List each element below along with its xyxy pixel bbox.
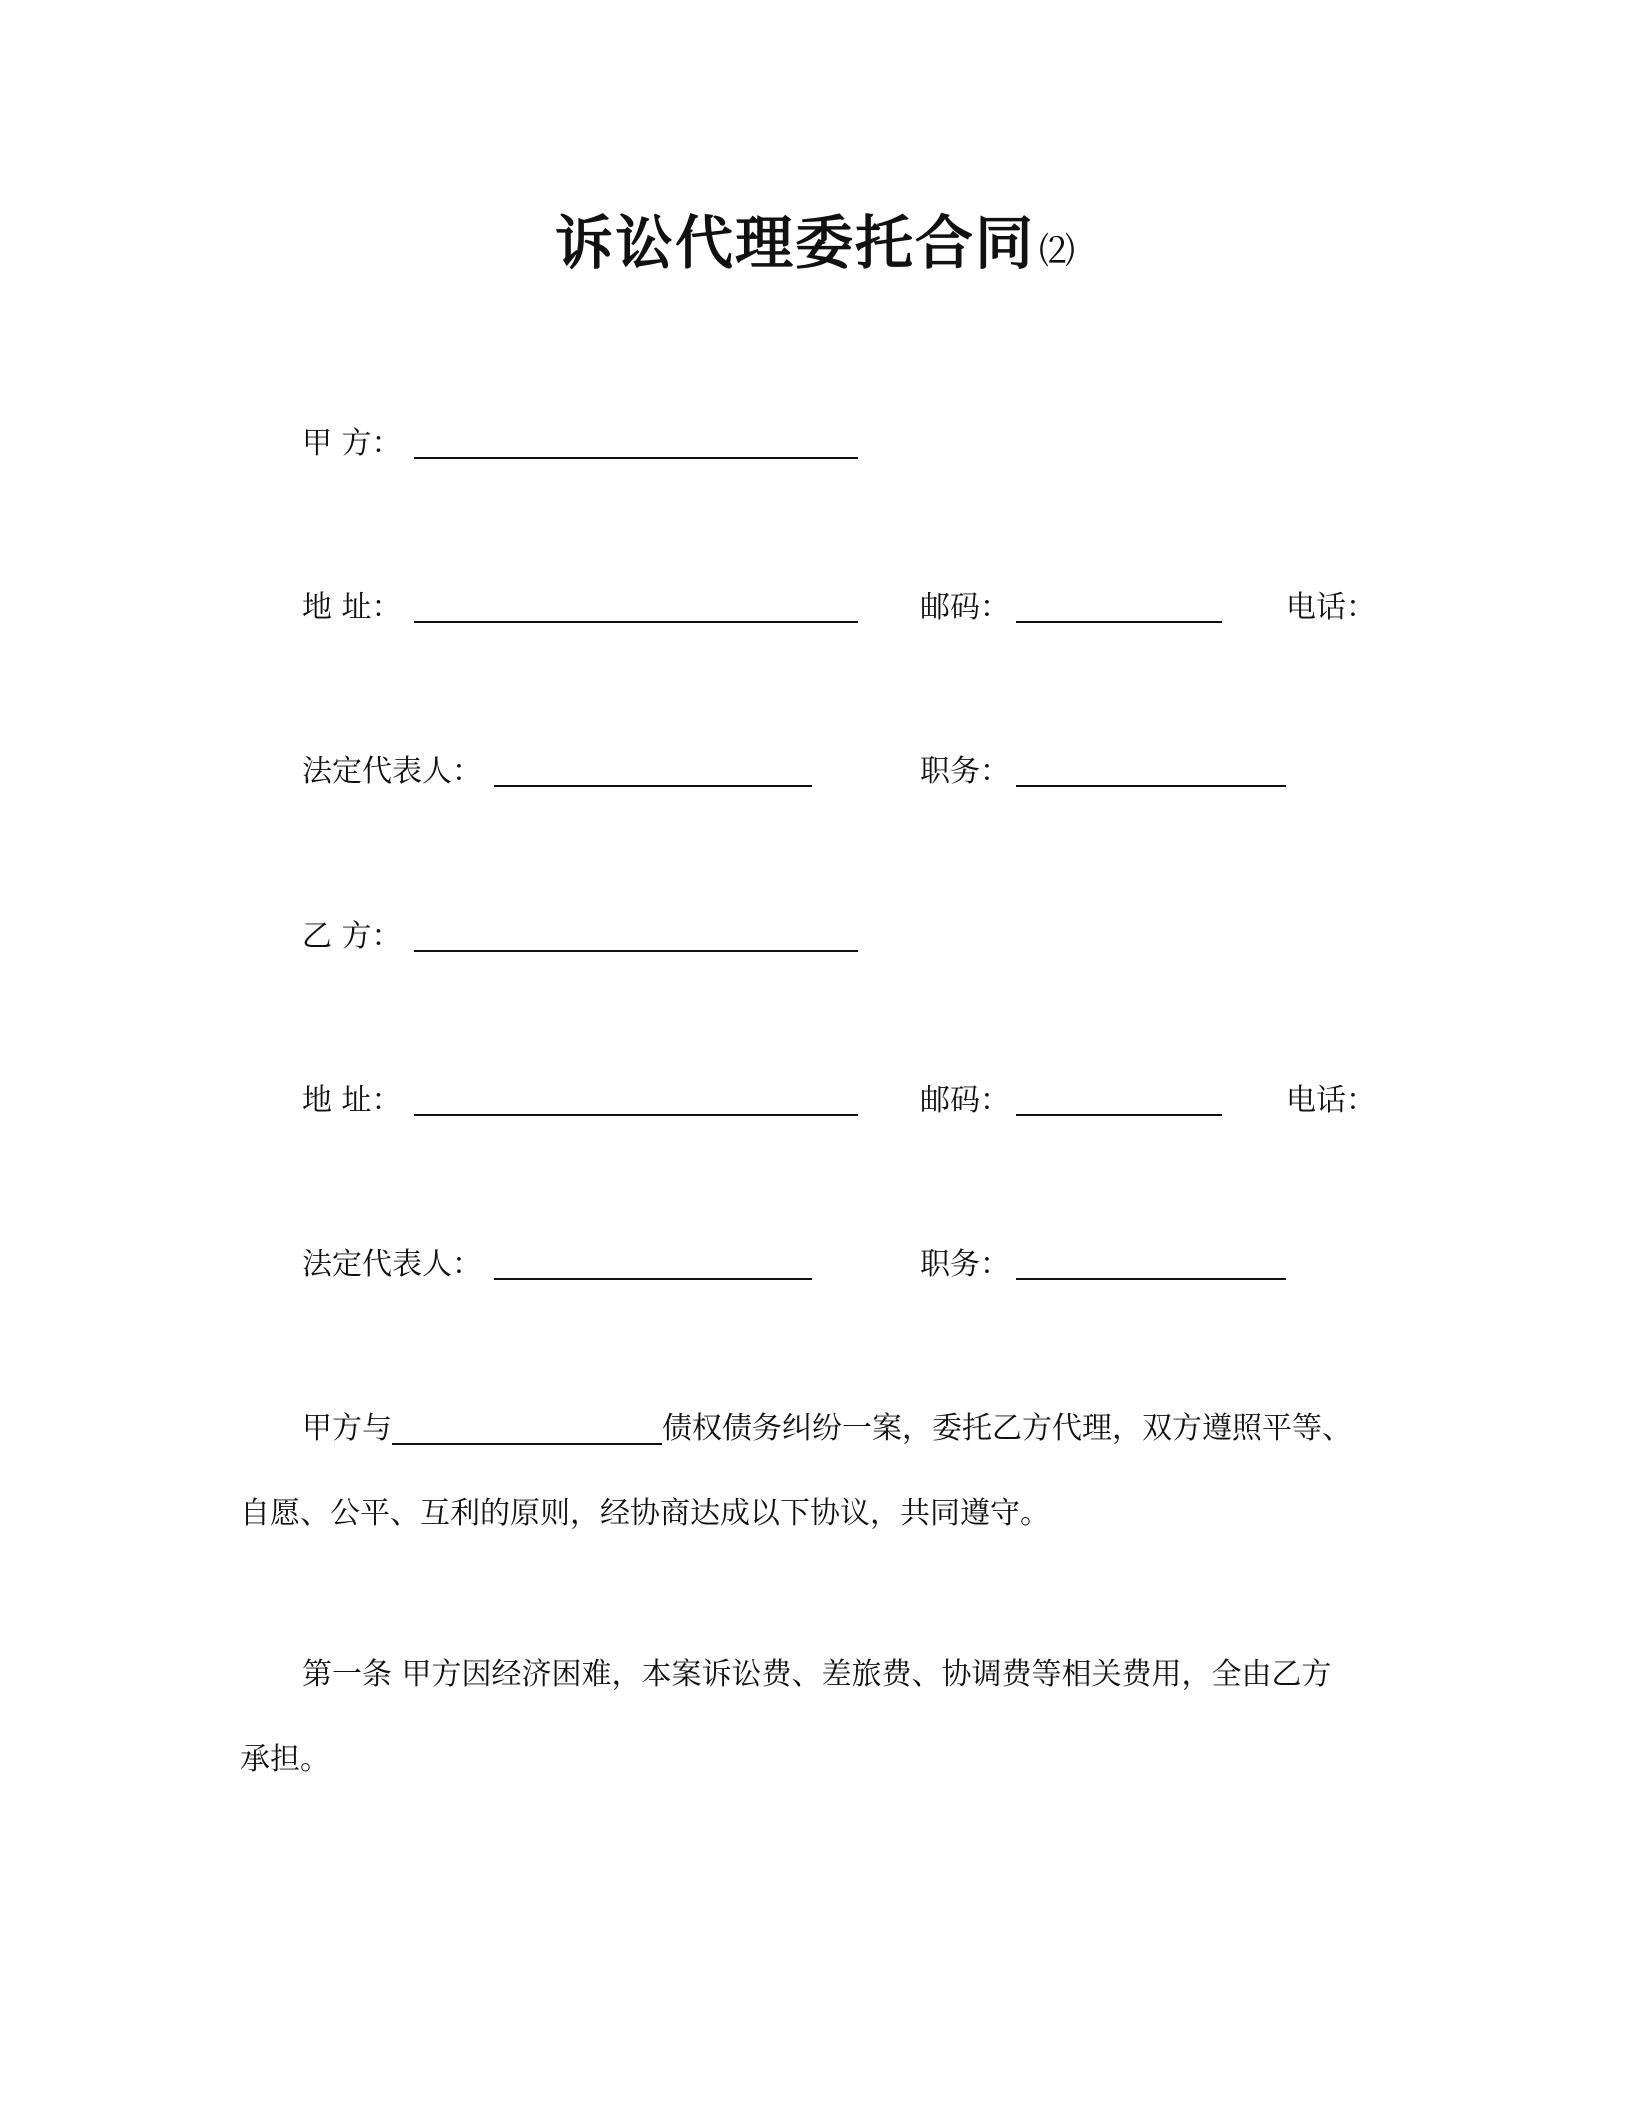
party-b-position-blank[interactable] — [1016, 1278, 1286, 1280]
party-a-position-blank[interactable] — [1016, 785, 1286, 787]
party-b-legal-rep-label: 法定代表人： — [302, 1247, 482, 1282]
intro-case-blank[interactable] — [392, 1413, 662, 1445]
article-1-line-1: 第一条 甲方因经济困难，本案诉讼费、差旅费、协调费等相关费用，全由乙方 — [302, 1657, 1332, 1692]
intro-prefix: 甲方与 — [302, 1411, 392, 1446]
document-title — [0, 196, 1632, 280]
party-a-name-blank[interactable] — [414, 457, 858, 459]
party-a-phone-label: 电话： — [1286, 590, 1376, 625]
party-b-name-blank[interactable] — [414, 950, 858, 952]
party-a-position-label: 职务： — [920, 754, 1010, 789]
party-b-legal-rep-blank[interactable] — [494, 1278, 812, 1280]
party-a-postcode-blank[interactable] — [1016, 621, 1222, 623]
party-b-postcode-blank[interactable] — [1016, 1114, 1222, 1116]
party-a-address-blank[interactable] — [414, 621, 858, 623]
article-1-line-2: 承担。 — [240, 1742, 330, 1777]
title-suffix: ⑵ — [1039, 231, 1078, 272]
party-a-address-label: 地 址： — [302, 590, 402, 625]
party-b-position-label: 职务： — [920, 1247, 1010, 1282]
intro-line-2: 自愿、公平、互利的原则，经协商达成以下协议，共同遵守。 — [240, 1496, 1050, 1531]
party-a-label: 甲 方： — [302, 426, 402, 461]
party-b-postcode-label: 邮码： — [920, 1083, 1010, 1118]
title-text: 诉讼代理委托合同 — [554, 209, 1035, 277]
party-b-address-label: 地 址： — [302, 1083, 402, 1118]
party-b-phone-label: 电话： — [1286, 1083, 1376, 1118]
party-a-legal-rep-blank[interactable] — [494, 785, 812, 787]
intro-line-1-rest: 债权债务纠纷一案，委托乙方代理，双方遵照平等、 — [662, 1411, 1352, 1446]
intro-line-1 — [302, 1409, 1352, 1449]
party-b-label: 乙 方： — [302, 919, 402, 954]
party-a-legal-rep-label: 法定代表人： — [302, 754, 482, 789]
party-b-address-blank[interactable] — [414, 1114, 858, 1116]
party-a-postcode-label: 邮码： — [920, 590, 1010, 625]
